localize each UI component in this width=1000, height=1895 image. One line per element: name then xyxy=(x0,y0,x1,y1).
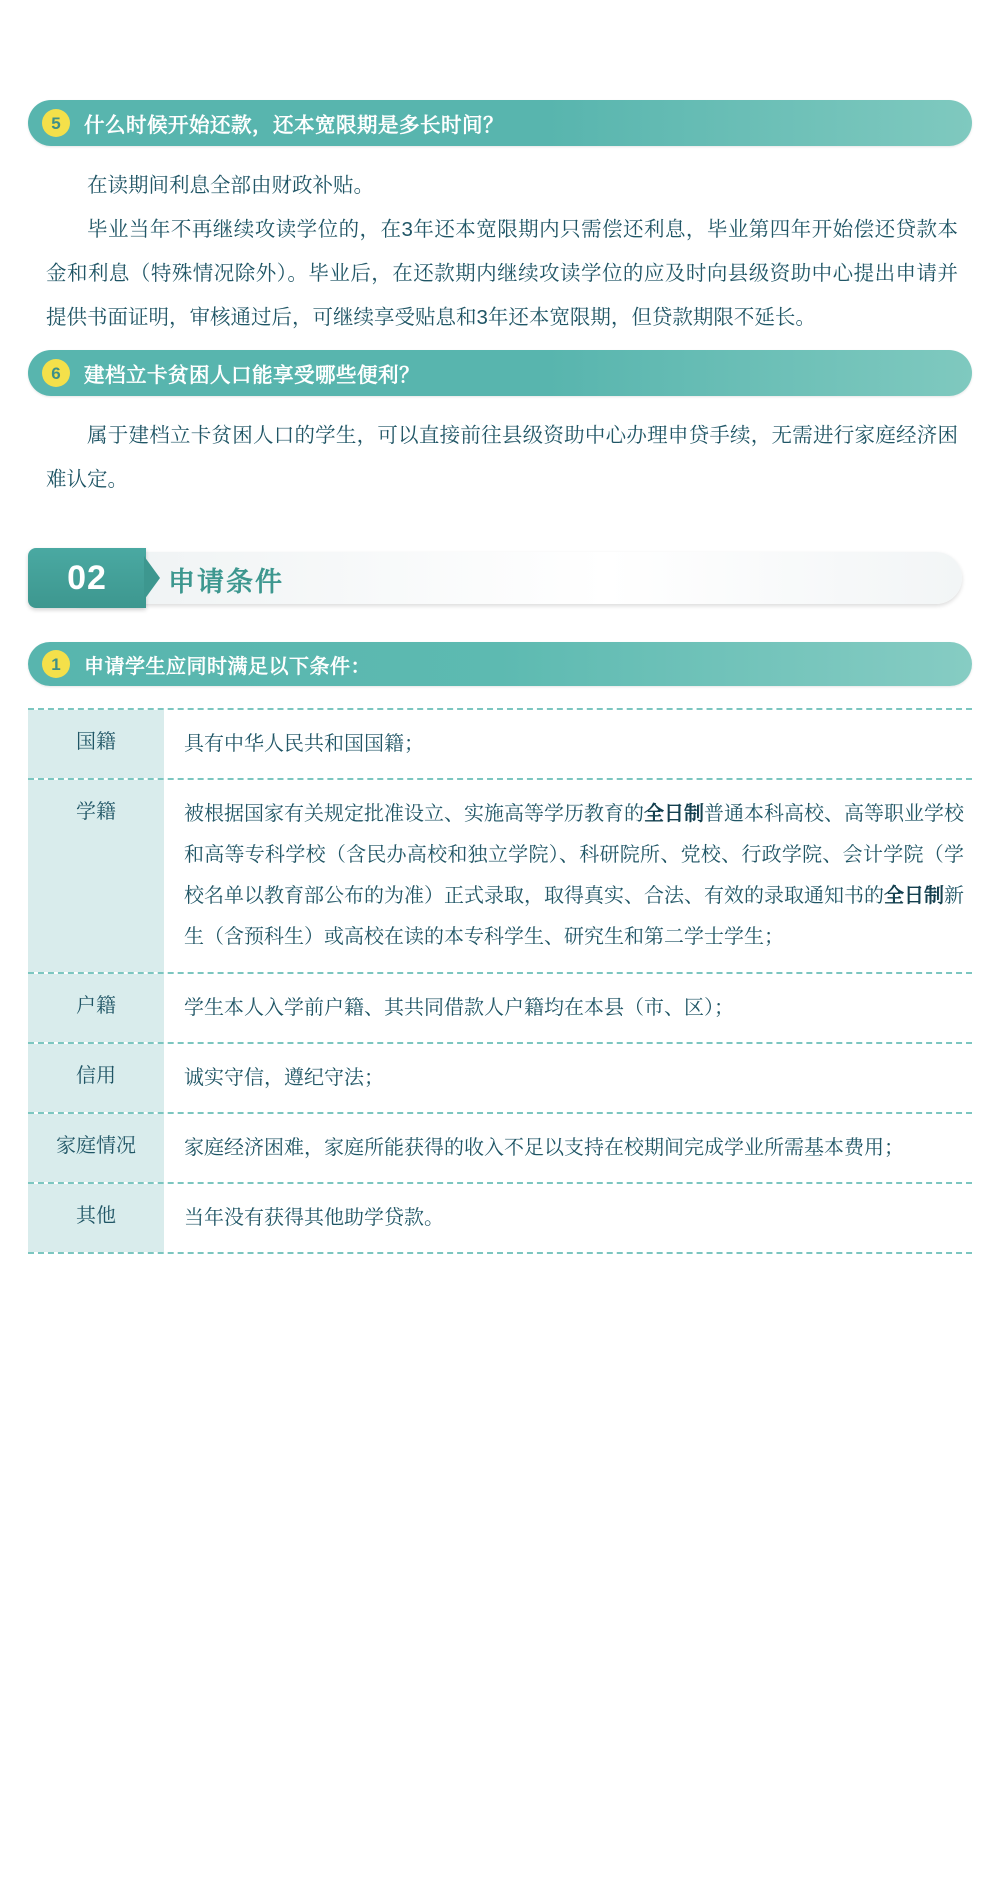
conditions-row-label: 信用 xyxy=(28,1044,164,1112)
conditions-row-label: 其他 xyxy=(28,1184,164,1252)
conditions-row-value xyxy=(164,780,972,972)
conditions-row xyxy=(28,710,972,780)
top-spacer xyxy=(24,0,976,100)
faq-number-badge-5: 5 xyxy=(42,109,70,137)
body-text: 诚实守信，遵纪守法； xyxy=(184,1067,384,1089)
faq-answer-paragraph: 毕业当年不再继续攻读学位的，在3年还本宽限期内只需偿还利息，毕业第四年开始偿还贷款本金和利息（特殊情况除外）。毕业后，在还款期内继续攻读学位的应及时向县级资助中心提出申请并提供书面证明，审核通过后，可继续享受贴息和3年还本宽限期，但贷款期限不延长。 xyxy=(46,218,958,329)
conditions-row xyxy=(28,1184,972,1252)
conditions-row-value xyxy=(164,1184,972,1252)
conditions-row-value xyxy=(164,974,972,1042)
faq-question-bar-5 xyxy=(28,100,972,146)
conditions-row-label: 家庭情况 xyxy=(28,1114,164,1182)
body-text: 普通本科高校、高等职业学校和高等专科学校（含民办高校和独立学院）、科研院所、党校、行政学院、会计学院（学校名单以教育部公布的为准）正式录取，取得真实、合法、有效的录取通知书的 xyxy=(184,803,964,907)
faq-number-badge-6: 6 xyxy=(42,359,70,387)
emphasis-text: 全日制 xyxy=(884,885,944,907)
body-text: 家庭经济困难，家庭所能获得的收入不足以支持在校期间完成学业所需基本费用； xyxy=(184,1137,904,1159)
conditions-row xyxy=(28,974,972,1044)
body-text: 学生本人入学前户籍、其共同借款人户籍均在本县（市、区）； xyxy=(184,997,734,1019)
body-text: 具有中华人民共和国国籍； xyxy=(184,733,424,755)
emphasis-text: 全日制 xyxy=(644,803,704,825)
section-number: 02 xyxy=(67,558,107,597)
conditions-row xyxy=(28,1114,972,1184)
subsection-number-badge: 1 xyxy=(42,650,70,678)
body-text: 被根据国家有关规定批准设立、实施高等学历教育的 xyxy=(184,803,644,825)
faq-answer-5 xyxy=(24,164,976,340)
faq-question-title-5: 什么时候开始还款，还本宽限期是多长时间？ xyxy=(84,114,504,137)
conditions-row xyxy=(28,1044,972,1114)
conditions-row-label: 学籍 xyxy=(28,780,164,972)
conditions-row-value xyxy=(164,1044,972,1112)
subsection-bar xyxy=(28,642,972,686)
subsection-title: 申请学生应同时满足以下条件： xyxy=(84,655,371,678)
faq-answer-paragraph: 属于建档立卡贫困人口的学生，可以直接前往县级资助中心办理申贷手续，无需进行家庭经济困难认定。 xyxy=(46,424,958,491)
body-text: 新生（含预科生）或高校在读的本专科学生、研究生和第二学士学生； xyxy=(184,885,964,948)
section-banner xyxy=(28,548,972,610)
faq-question-title-6: 建档立卡贫困人口能享受哪些便利？ xyxy=(84,364,420,387)
section-title: 申请条件 xyxy=(168,567,284,597)
section-number-tag xyxy=(28,548,146,608)
faq-answer-paragraph: 在读期间利息全部由财政补贴。 xyxy=(87,174,374,197)
conditions-row-value xyxy=(164,1114,972,1182)
conditions-row-label: 户籍 xyxy=(28,974,164,1042)
conditions-table xyxy=(28,708,972,1254)
conditions-row-value xyxy=(164,710,972,778)
faq-question-bar-6 xyxy=(28,350,972,396)
conditions-row-label: 国籍 xyxy=(28,710,164,778)
faq-answer-6 xyxy=(24,414,976,502)
body-text: 当年没有获得其他助学贷款。 xyxy=(184,1207,444,1229)
conditions-row xyxy=(28,780,972,974)
